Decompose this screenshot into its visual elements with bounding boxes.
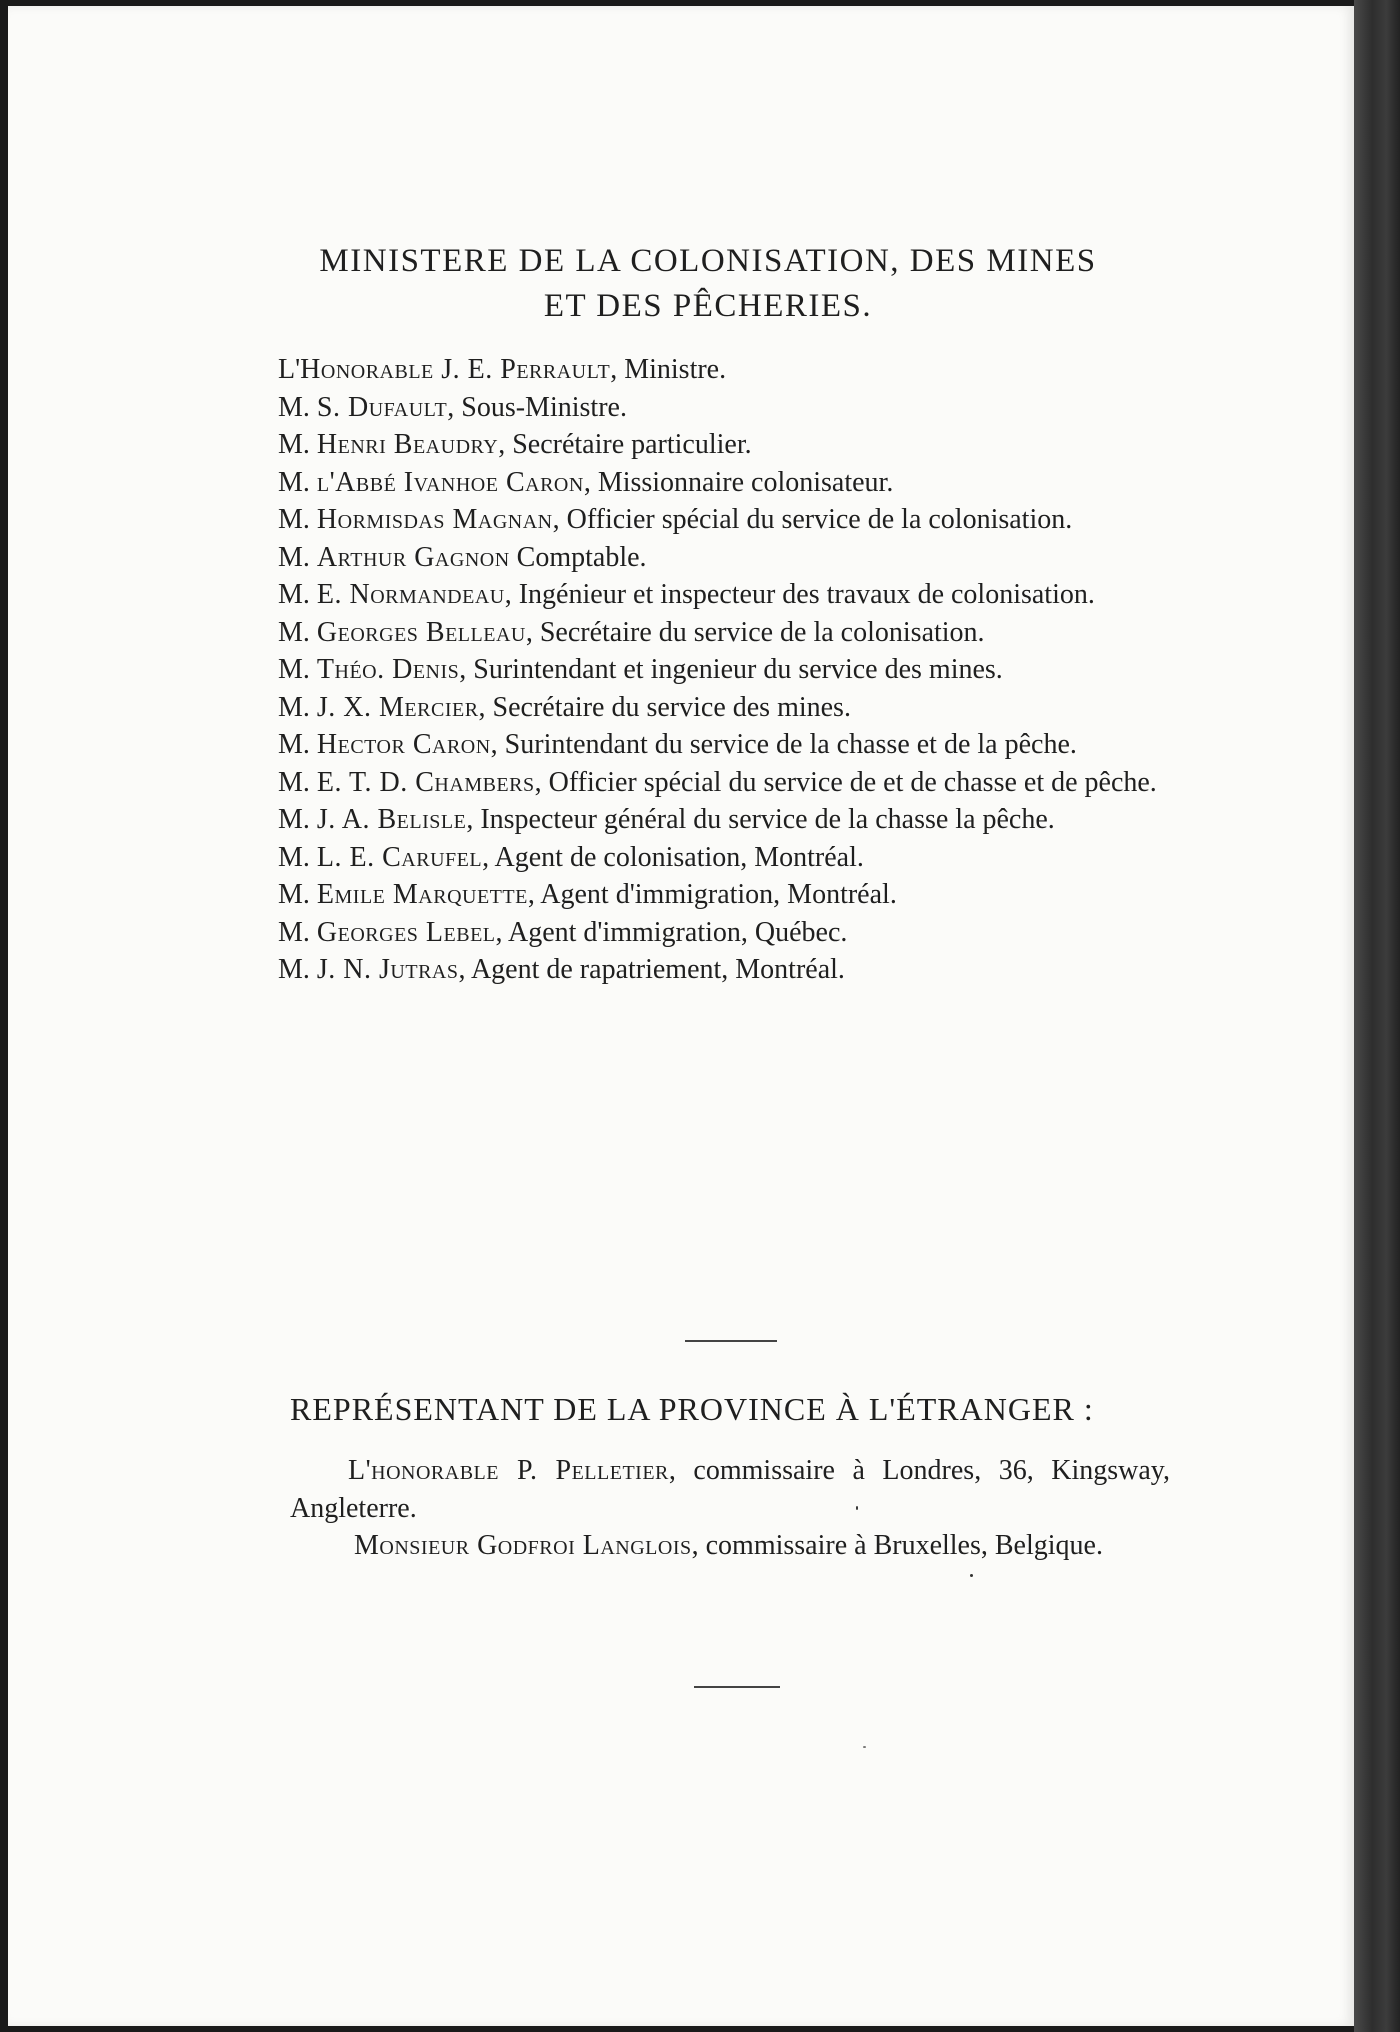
entry-prefix: M. (278, 954, 317, 985)
entry-name: Emile Marquette (316, 879, 528, 910)
entry-title: , Secrétaire du service des mines. (478, 691, 851, 723)
heading-line-2: ET DES PÊCHERIES. (543, 287, 873, 324)
document-page (8, 6, 1354, 2026)
entry-name: Hector Caron (316, 729, 491, 760)
entry-title: , commissaire à Londres, 36, Kingsway, Angleterre. (290, 1455, 1170, 1524)
staff-entry (278, 576, 1168, 614)
entry-title: , Agent de rapatriement, Montréal. (458, 954, 845, 985)
staff-entry (278, 764, 1168, 802)
staff-entry (278, 351, 1168, 389)
entry-name: Henri Beaudry (316, 429, 499, 460)
entry-name: S. Dufault (316, 391, 448, 423)
section-heading-ministry (258, 239, 1158, 329)
entry-title: , Ministre. (610, 354, 727, 385)
staff-entry (278, 726, 1168, 764)
entry-name: Monsieur Godfroi Langlois (354, 1530, 692, 1561)
entry-title: , Agent d'immigration, Montréal. (527, 879, 897, 910)
entry-prefix: M. (278, 579, 317, 610)
entry-title: , Agent de colonisation, Montréal. (482, 841, 864, 873)
entry-prefix: M. (278, 916, 317, 948)
representative-entry (290, 1452, 1170, 1527)
section-heading-representatives: REPRÉSENTANT DE LA PROVINCE À L'ÉTRANGER : (290, 1391, 1094, 1427)
entry-title: , Inspecteur général du service de la chasse la pêche. (466, 804, 1055, 835)
entry-name: Georges Lebel (316, 916, 496, 948)
entry-name: Hormisdas Magnan (316, 504, 553, 535)
staff-entry (278, 876, 1168, 914)
staff-entry (278, 801, 1168, 839)
entry-prefix: M. (278, 804, 317, 835)
entry-name: J. X. Mercier (316, 691, 479, 723)
entry-prefix: M. (278, 616, 317, 648)
entry-prefix: M. (278, 879, 317, 910)
entry-name: E. Normandeau (316, 579, 505, 610)
staff-entry (278, 614, 1168, 652)
entry-title: , Surintendant et ingenieur du service des mines. (459, 654, 1003, 685)
staff-entry (278, 951, 1168, 989)
entry-prefix: M. (278, 504, 317, 535)
entry-name: Georges Belleau (316, 616, 526, 648)
entry-title: , Sous-Ministre. (447, 391, 627, 423)
ministry-staff-list (278, 351, 1168, 989)
heading-line-1: MINISTERE DE LA COLONISATION, DES MINES (319, 243, 1097, 279)
book-edge (1354, 0, 1400, 2032)
entry-prefix: M. (278, 691, 317, 723)
entry-prefix: M. (278, 541, 317, 573)
entry-name: L'honorable P. Pelletier (348, 1455, 669, 1486)
entry-title: Comptable. (509, 541, 647, 573)
entry-prefix: M. (278, 391, 317, 423)
entry-title: , Secrétaire du service de la colonisation. (525, 616, 985, 648)
entry-title: , Officier spécial du service de et de chasse et de pêche. (534, 766, 1157, 798)
entry-prefix: M. (278, 466, 317, 498)
staff-entry (278, 464, 1168, 502)
staff-entry (278, 501, 1168, 539)
entry-prefix: M. (278, 729, 317, 760)
representative-entry (290, 1527, 1170, 1565)
entry-title: , Missionnaire colonisateur. (583, 466, 894, 498)
entry-title: , Secrétaire particulier. (498, 429, 752, 460)
entry-name: Honorable J. E. Perrault (300, 354, 611, 385)
entry-prefix: L' (278, 354, 301, 385)
entry-title: , Officier spécial du service de la colonisation. (552, 504, 1073, 535)
scan-speck (856, 1506, 858, 1510)
entry-prefix: M. (278, 654, 317, 685)
staff-entry (278, 651, 1168, 689)
staff-entry (278, 689, 1168, 727)
entry-title: , Ingénieur et inspecteur des travaux de colonisation. (504, 579, 1095, 610)
entry-name: Arthur Gagnon (316, 541, 510, 573)
entry-title: , Agent d'immigration, Québec. (495, 916, 848, 948)
staff-entry (278, 839, 1168, 877)
staff-entry (278, 914, 1168, 952)
staff-entry (278, 426, 1168, 464)
entry-name: J. A. Belisle (316, 804, 467, 835)
scan-speck (970, 1574, 973, 1577)
entry-name: E. T. D. Chambers (316, 766, 535, 798)
section-divider (685, 1340, 777, 1342)
entry-name: L. E. Carufel (316, 841, 483, 873)
entry-name: J. N. Jutras (316, 954, 459, 985)
staff-entry (278, 389, 1168, 427)
entry-prefix: M. (278, 841, 317, 873)
entry-name: l'Abbé Ivanhoe Caron (316, 466, 584, 498)
entry-title: , Surintendant du service de la chasse et de la pêche. (490, 729, 1077, 760)
representatives-list (290, 1452, 1170, 1565)
entry-prefix: M. (278, 766, 317, 798)
entry-name: Théo. Denis (316, 654, 460, 685)
page-content (8, 6, 1354, 2026)
entry-prefix: M. (278, 429, 317, 460)
staff-entry (278, 539, 1168, 577)
scan-speck (863, 1746, 866, 1748)
entry-title: , commissaire à Bruxelles, Belgique. (691, 1530, 1103, 1561)
section-divider (694, 1686, 780, 1688)
